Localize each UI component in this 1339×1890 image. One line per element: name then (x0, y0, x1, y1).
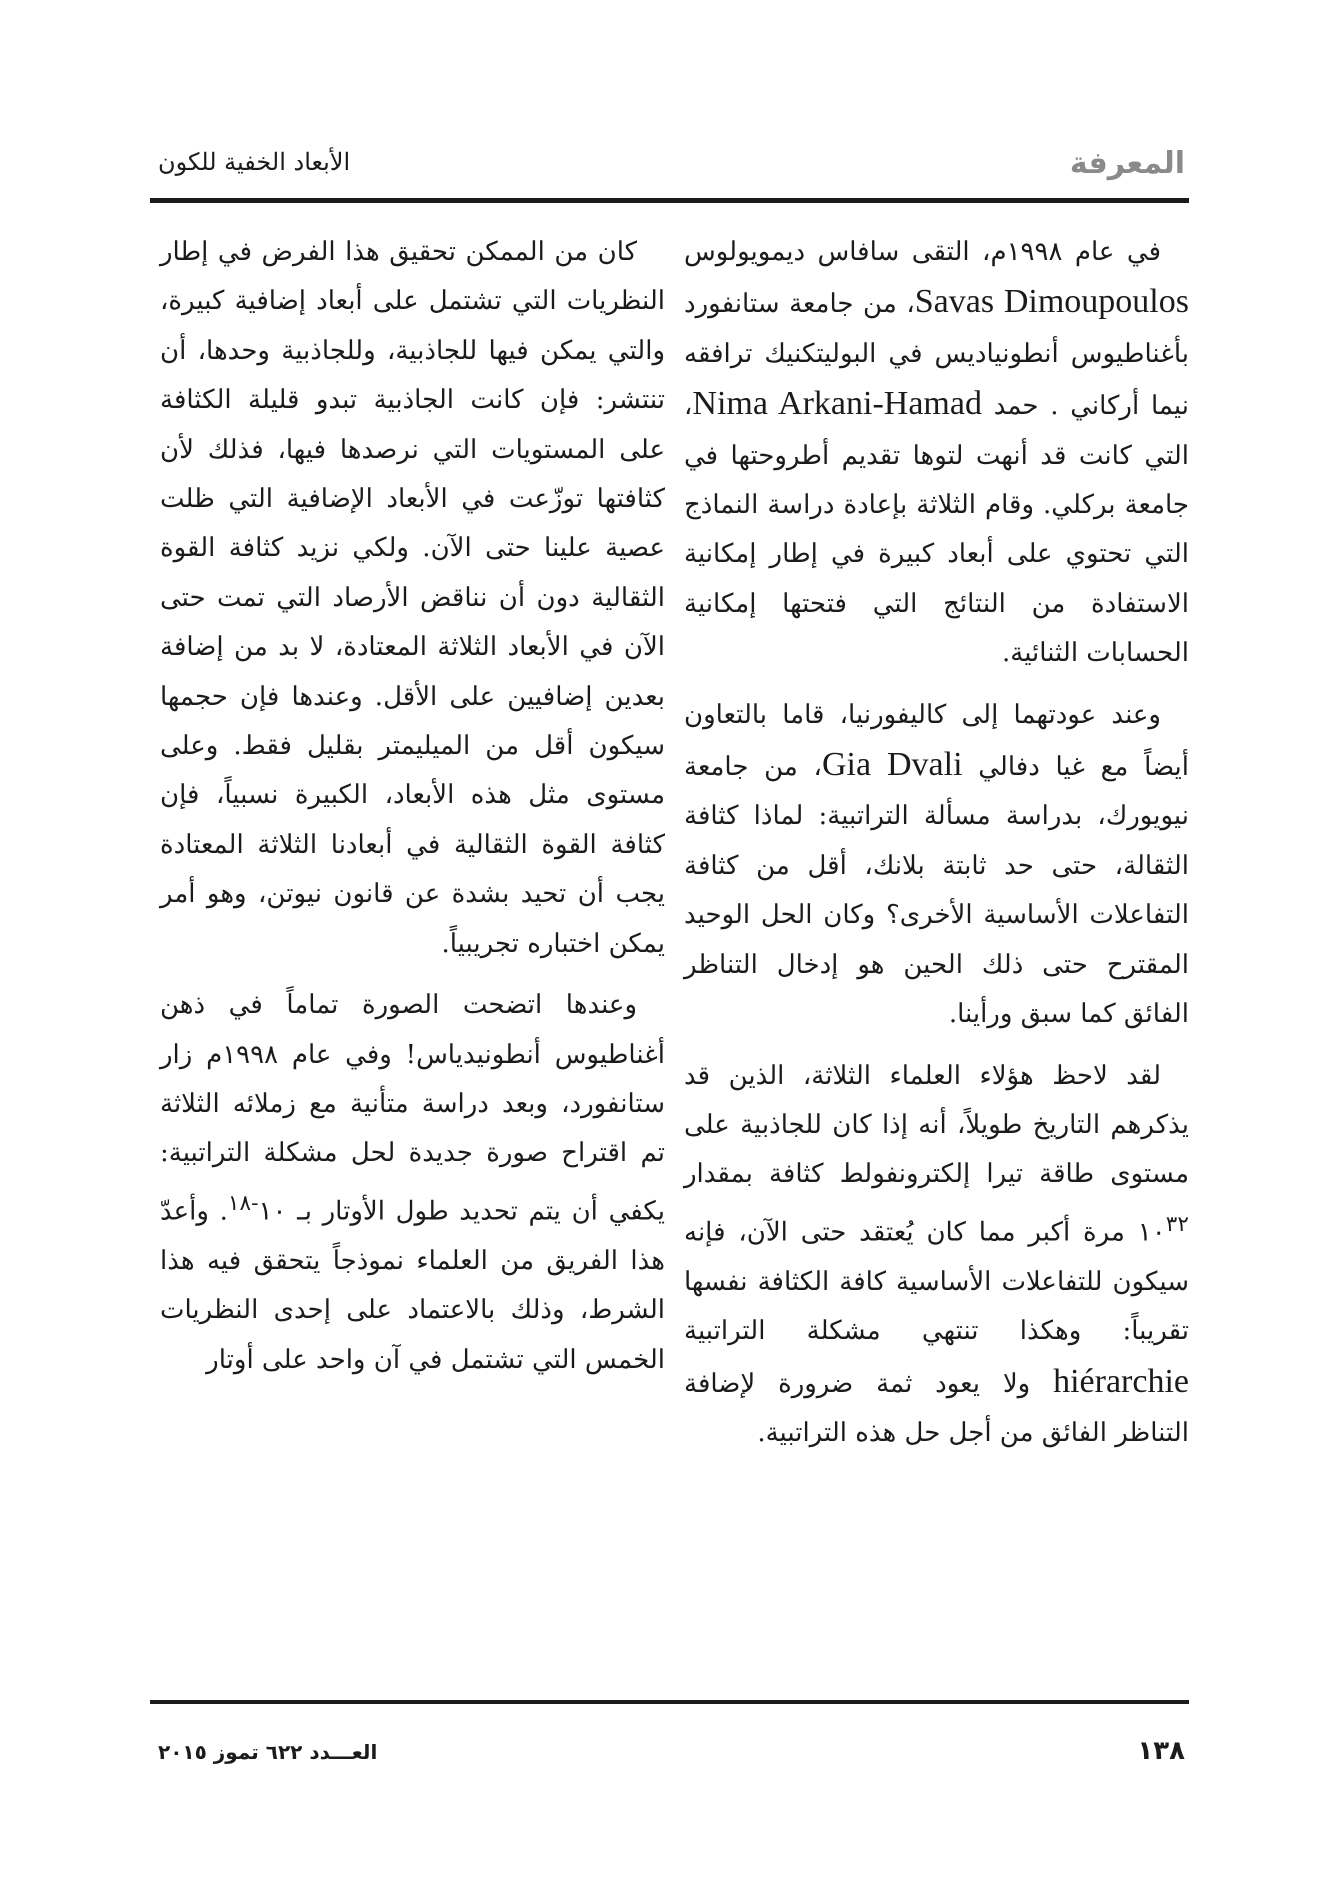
text-span: وعند عودتهما إلى كاليفورنيا، قاما بالتعاون أيضاً مع غيا دفالي (684, 699, 1189, 783)
chapter-title: الأبعاد الخفية للكون (158, 148, 351, 176)
text-span: ، من جامعة ستانفورد بأغناطيوس أنطونياديس في البوليتكنيك ترافقه نيما أركاني . حمد (684, 289, 1189, 422)
text-span: ولا يعود ثمة ضرورة لإضافة التناظر الفائق من أجل حل هذه التراتبية. (684, 1368, 1189, 1448)
paragraph (684, 228, 1189, 679)
text-span: وعندها اتضحت الصورة تماماً في ذهن أغناطيوس أنطونيدياس! وفي عام ١٩٩٨م زار ستانفورد، وبعد دراسة متأنية مع زملائه الثلاثة تم اقتراح صورة جديدة لحل مشكلة التراتبية: يكفي أن يتم تحديد طول الأوتار بـ ١٠ (160, 990, 665, 1227)
latin-name: Savas Dimoupoulos (914, 283, 1189, 321)
issue-info: العـــدد ٦٢٢ تموز ٢٠١٥ (158, 1740, 378, 1764)
paragraph: كان من الممكن تحقيق هذا الفرض في إطار النظريات التي تشتمل على أبعاد إضافية كبيرة، والتي يمكن فيها للجاذبية، وللجاذبية وحدها، أن تنتشر: فإن كانت الجاذبية تبدو قليلة الكثافة على المستويات التي نرصدها فيها، فذلك لأن كثافتها توزّعت في الأبعاد الإضافية التي ظلت عصية علينا حتى الآن. ولكي نزيد كثافة القوة الثقالية دون أن نناقض الأرصاد التي تمت حتى الآن في الأبعاد الثلاثة المعتادة، لا بد من إضافة بعدين إضافيين على الأقل. وعندها فإن حجمها سيكون أقل من الميليمتر بقليل فقط. وعلى مستوى مثل هذه الأبعاد، الكبيرة نسبياً، فإن كثافة القوة الثقالية في أبعادنا الثلاثة المعتادة يجب أن تحيد بشدة عن قانون نيوتن، وهو أمر يمكن اختباره تجريبياً. (160, 237, 665, 959)
header-rule (150, 198, 1189, 203)
paragraph (160, 981, 665, 1385)
latin-term: hiérarchie (1053, 1362, 1189, 1400)
text-span: ، التي كانت قد أنهت لتوها تقديم أطروحتها في جامعة بركلي. وقام الثلاثة بإعادة دراسة النماذج التي تحتوي على أبعاد كبيرة في إطار إمكانية الاستفادة من النتائج التي فتحتها إمكانية الحسابات الثنائية. (684, 391, 1189, 669)
text-span: في عام ١٩٩٨م، التقى سافاس ديمويولوس (684, 237, 1161, 267)
page-number: ١٣٨ (1137, 1736, 1185, 1766)
paragraph (684, 1052, 1189, 1459)
text-span: . وأعدّ هذا الفريق من العلماء نموذجاً يتحقق فيه هذا الشرط، وذلك بالاعتماد على إحدى النظريات الخمس التي تشتمل في آن واحد على أوتار (160, 1196, 665, 1375)
right-column (684, 228, 1189, 1470)
paragraph (684, 691, 1189, 1040)
footer-rule (150, 1700, 1189, 1704)
latin-name: Gia Dvali (821, 746, 963, 784)
text-span: ، من جامعة نيويورك، بدراسة مسألة التراتبية: لماذا كثافة الثقالة، حتى حد ثابتة بلانك، أقل من كثافة التفاعلات الأساسية الأخرى؟ وكان الحل الوحيد المقترح حتى ذلك الحين هو إدخال التناظر الفائق كما سبق ورأينا. (684, 752, 1189, 1030)
left-column (160, 228, 665, 1397)
latin-name: Nima Arkani-Hamad (692, 385, 982, 423)
exponent: -١٨ (227, 1190, 259, 1216)
text-span: لقد لاحظ هؤلاء العلماء الثلاثة، الذين قد يذكرهم التاريخ طويلاً، أنه إذا كان للجاذبية على مستوى طاقة تيرا إلكترونفولط كثافة بمقدار ١٠ (684, 1060, 1189, 1248)
exponent: ٣٢ (1165, 1211, 1189, 1237)
page-header (150, 142, 1189, 202)
text-span: مرة أكبر مما كان يُعتقد حتى الآن، فإنه سيكون للتفاعلات الأساسية كافة الكثافة نفسها تقريباً: وهكذا تنتهي مشكلة التراتبية (684, 1217, 1189, 1347)
magazine-logo: المعرفة (1069, 146, 1185, 181)
page-footer (150, 1736, 1189, 1776)
